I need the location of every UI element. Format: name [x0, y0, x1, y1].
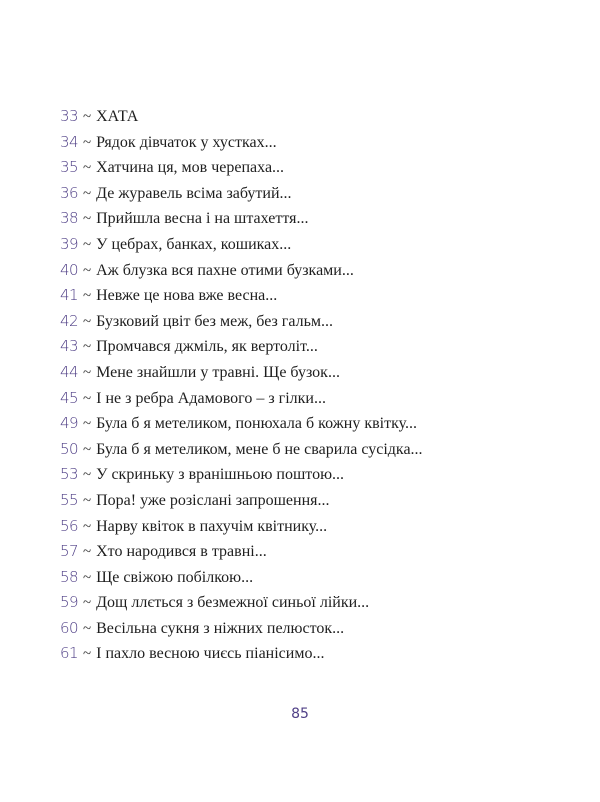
toc-entry-separator: ~	[83, 160, 92, 177]
toc-entry	[60, 155, 560, 181]
toc-entry-title: Дощ ллється з безмежної синьої лійки...	[96, 594, 370, 612]
toc-entry-separator: ~	[83, 390, 92, 407]
toc-entry-title: І не з ребра Адамового – з гілки...	[96, 389, 326, 407]
toc-entry-separator: ~	[83, 416, 92, 433]
toc-entry	[60, 386, 560, 412]
toc-entry-separator: ~	[83, 134, 92, 151]
toc-entry	[60, 539, 560, 565]
toc-entry-title: Невже це нова вже весна...	[96, 287, 278, 305]
toc-entry-title: Була б я метеликом, понюхала б кожну квітку...	[96, 415, 418, 433]
toc-entry-separator: ~	[83, 339, 92, 356]
toc-entry	[60, 590, 560, 616]
toc-entry	[60, 258, 560, 284]
toc-entry-title: Весільна сукня з ніжних пелюсток...	[96, 619, 345, 637]
toc-entry-separator: ~	[83, 288, 92, 305]
toc-entry	[60, 334, 560, 360]
toc-entry-title: Прийшла весна і на штахеття...	[96, 210, 309, 228]
toc-entry-separator: ~	[83, 595, 92, 612]
toc-entry	[60, 283, 560, 309]
toc-entry-title: Аж блузка вся пахне отими бузками...	[96, 261, 354, 279]
toc-entry-separator: ~	[83, 236, 92, 253]
toc-entry-separator: ~	[83, 492, 92, 509]
toc-entry-title: Бузковий цвіт без меж, без гальм...	[96, 312, 334, 330]
toc-entry-page: 56	[60, 516, 79, 535]
toc-entry-title: Мене знайшли у травні. Ще бузок...	[96, 363, 340, 381]
toc-entry	[60, 565, 560, 591]
toc-entry-separator: ~	[83, 544, 92, 561]
toc-entry-separator: ~	[83, 518, 92, 535]
table-of-contents	[60, 104, 560, 667]
toc-entry-separator: ~	[83, 441, 92, 458]
toc-entry-page: 40	[60, 260, 79, 279]
toc-entry-separator: ~	[83, 364, 92, 381]
toc-entry-page: 50	[60, 439, 79, 458]
toc-entry	[60, 309, 560, 335]
toc-entry	[60, 360, 560, 386]
toc-entry-separator: ~	[83, 646, 92, 663]
toc-entry-title: ХАТА	[96, 108, 139, 125]
toc-entry-page: 53	[60, 465, 79, 484]
toc-entry-page: 58	[60, 567, 79, 586]
toc-entry-separator: ~	[83, 620, 92, 637]
toc-entry-separator: ~	[83, 467, 92, 484]
toc-entry-page: 59	[60, 593, 79, 612]
toc-entry-title: Пора! уже розіслані запрошення...	[96, 491, 330, 509]
toc-entry-title: Промчався джміль, як вертоліт...	[96, 338, 318, 356]
toc-entry-page: 38	[60, 209, 79, 228]
toc-entry-page: 41	[60, 286, 79, 305]
toc-entry-page: 33	[60, 107, 79, 125]
toc-entry-title: Ще свіжою побілкою...	[96, 568, 254, 586]
toc-entry	[60, 206, 560, 232]
toc-entry	[60, 514, 560, 540]
toc-entry	[60, 462, 560, 488]
toc-entry	[60, 488, 560, 514]
page-number: 85	[291, 706, 309, 722]
toc-entry-page: 49	[60, 414, 79, 433]
toc-entry-page: 43	[60, 337, 79, 356]
toc-entry	[60, 437, 560, 463]
toc-entry-page: 60	[60, 618, 79, 637]
toc-entry	[60, 130, 560, 156]
toc-entry-separator: ~	[83, 313, 92, 330]
toc-entry-page: 61	[60, 644, 79, 663]
toc-entry-title: Хатчина ця, мов черепаха...	[96, 159, 285, 177]
toc-entry-title: Рядок дівчаток у хустках...	[96, 133, 277, 151]
toc-entry-title: Хто народився в травні...	[96, 543, 267, 561]
toc-entry-title: Нарву квіток в пахучім квітнику...	[96, 517, 328, 535]
toc-entry-title: Була б я метеликом, мене б не сварила сусідка...	[96, 440, 423, 458]
toc-entry	[60, 232, 560, 258]
toc-entry-page: 34	[60, 132, 79, 151]
toc-entry-page: 39	[60, 234, 79, 253]
toc-entry-title: У скриньку з вранішньою поштою...	[96, 466, 345, 484]
toc-entry-page: 35	[60, 158, 79, 177]
toc-entry-separator: ~	[83, 211, 92, 228]
toc-entry-page: 36	[60, 183, 79, 202]
toc-entry	[60, 104, 560, 130]
toc-entry-separator: ~	[83, 109, 92, 125]
toc-entry-page: 44	[60, 362, 79, 381]
toc-entry	[60, 181, 560, 207]
toc-entry-separator: ~	[83, 262, 92, 279]
toc-entry-page: 42	[60, 311, 79, 330]
toc-entry-title: У цебрах, банках, кошиках...	[96, 235, 292, 253]
toc-entry-page: 55	[60, 490, 79, 509]
toc-entry-separator: ~	[83, 185, 92, 202]
toc-entry-separator: ~	[83, 569, 92, 586]
toc-entry	[60, 411, 560, 437]
toc-entry-page: 57	[60, 542, 79, 561]
toc-entry-title: Де журавель всіма забутий...	[96, 184, 292, 202]
toc-entry-page: 45	[60, 388, 79, 407]
toc-entry-title: І пахло весною чиєсь піанісимо...	[96, 645, 325, 663]
toc-entry	[60, 641, 560, 667]
toc-entry	[60, 616, 560, 642]
